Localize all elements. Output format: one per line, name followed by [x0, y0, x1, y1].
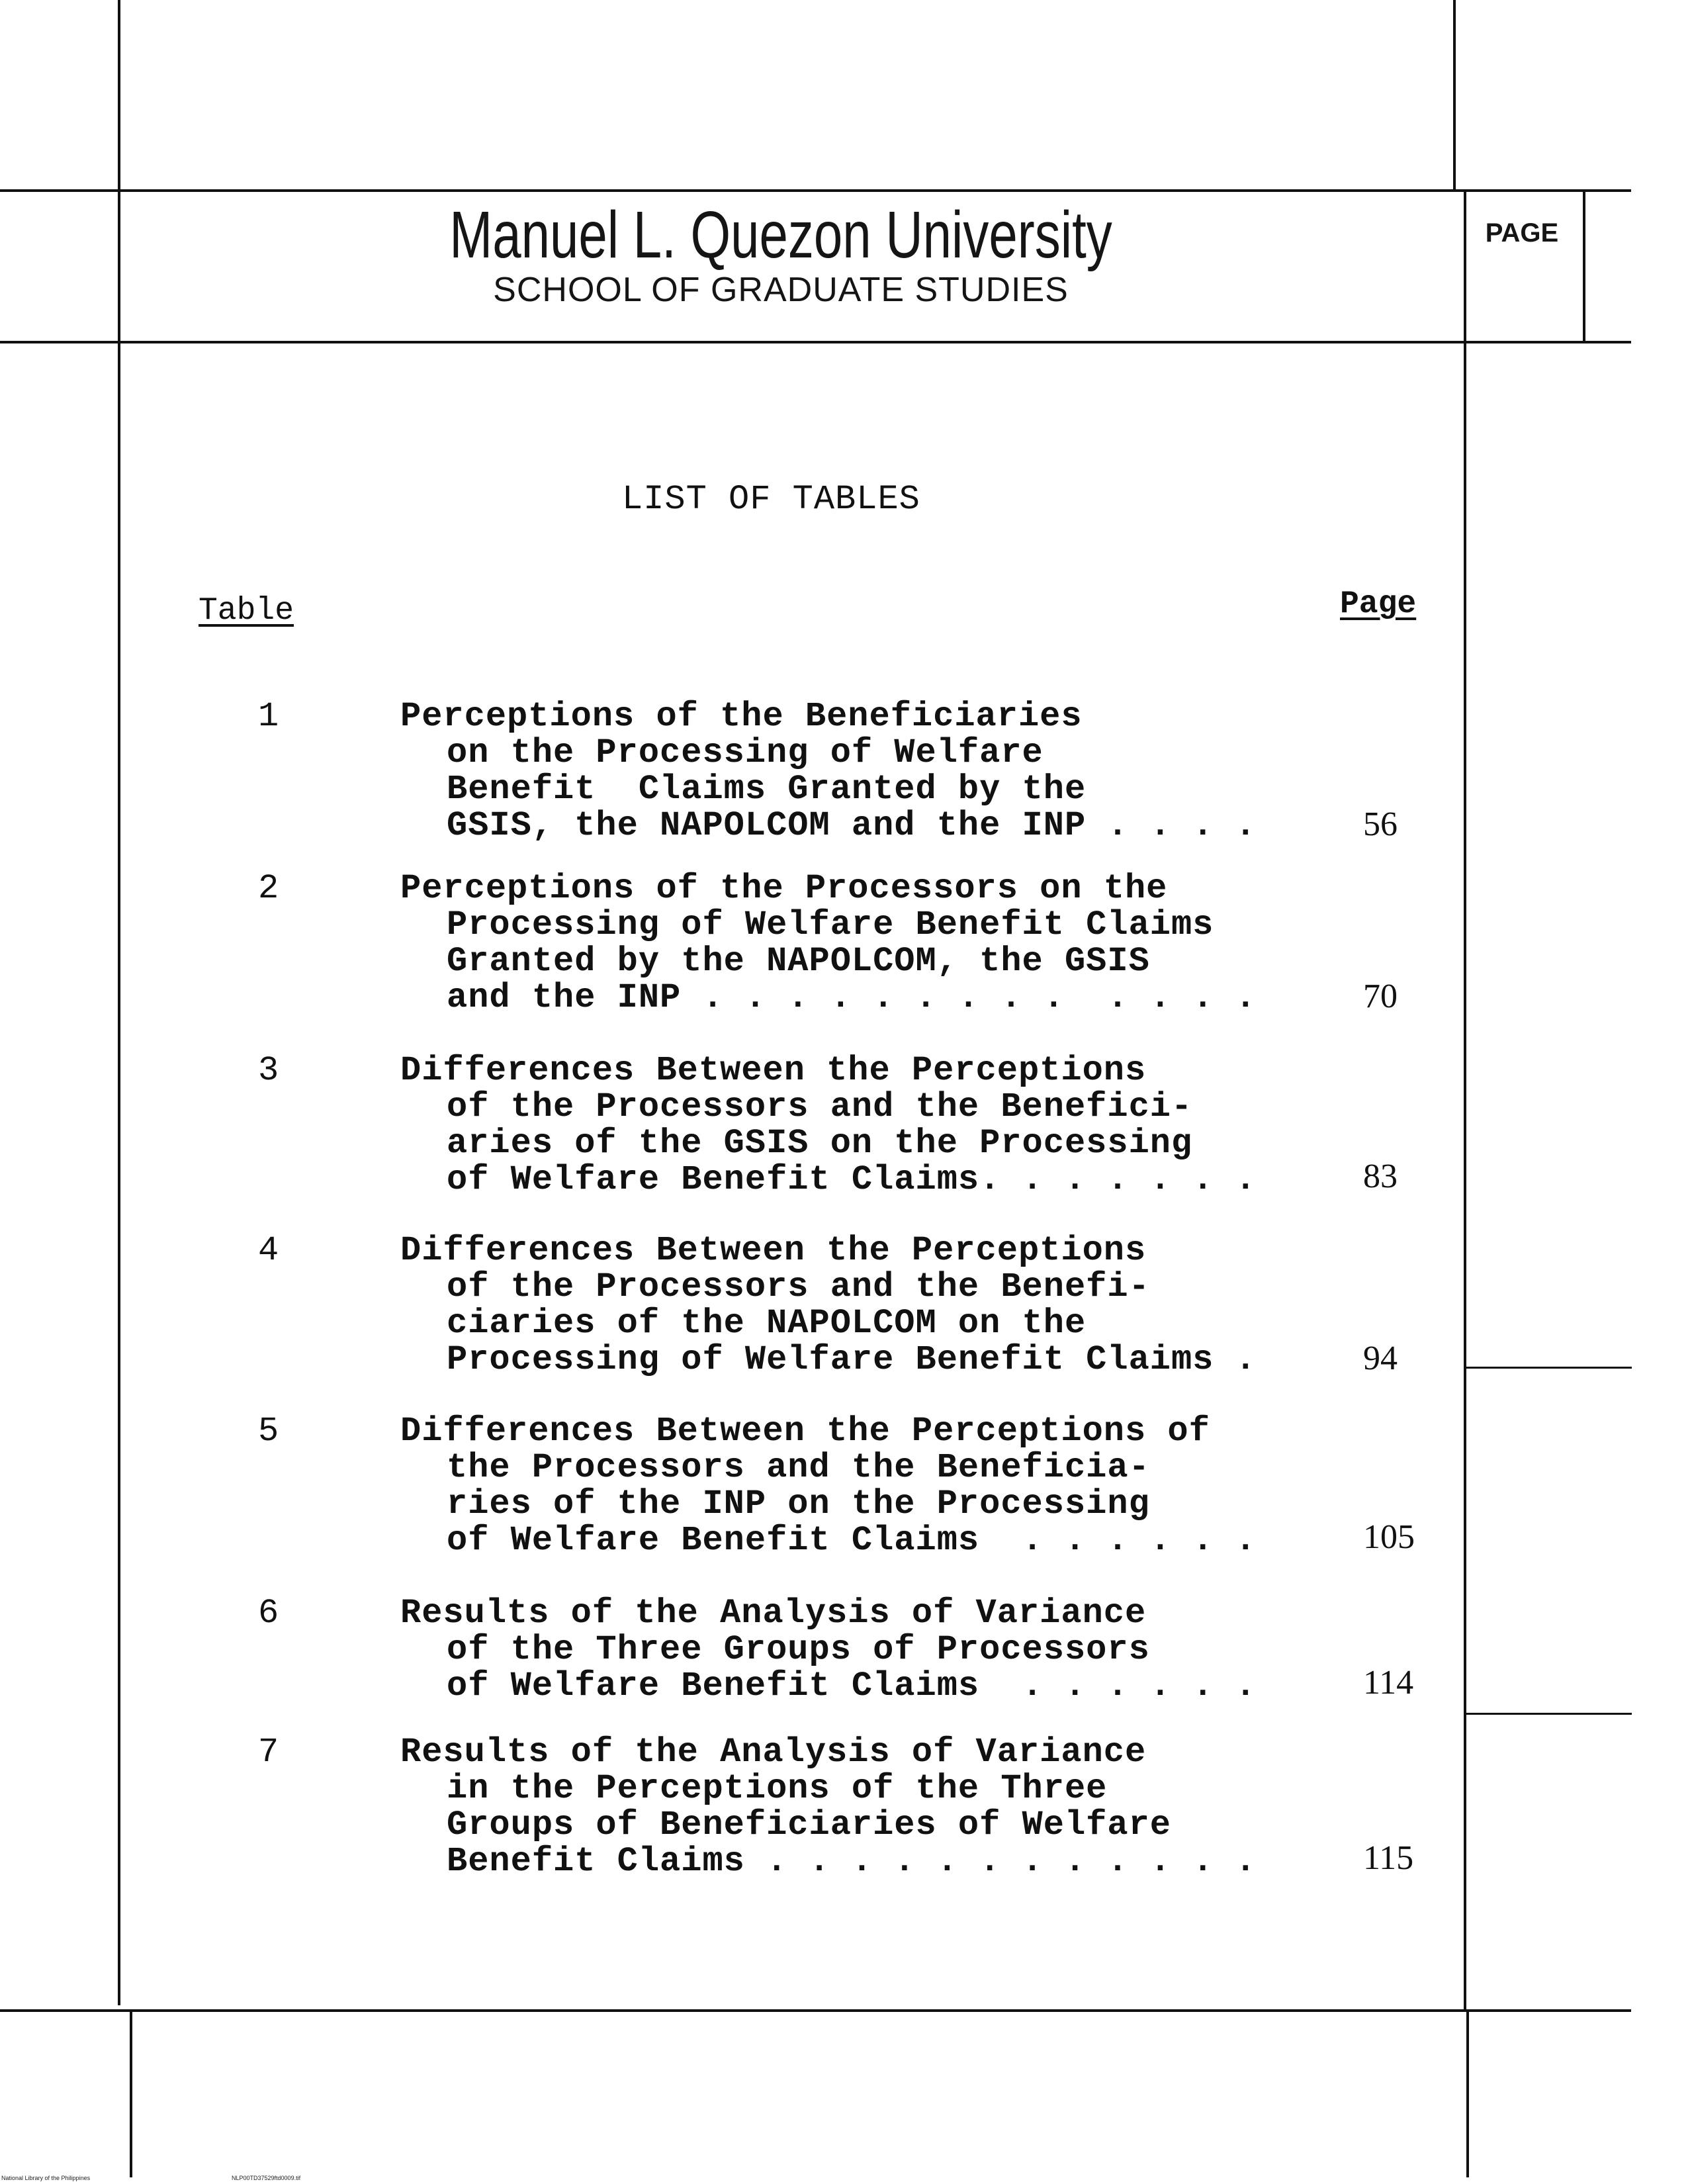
entry-page-number: 56 — [1363, 805, 1398, 843]
footer-file-name: NLP00TD37529ftd0009.tif — [232, 2175, 301, 2181]
entry-line: Processing of Welfare Benefit Claims — [447, 905, 1214, 944]
entry-line: Processing of Welfare Benefit Claims . — [447, 1340, 1257, 1379]
entry-title — [400, 1232, 1313, 1378]
entry-number: 7 — [258, 1733, 279, 1772]
footer-left-rule — [130, 2012, 132, 2177]
school-name: SCHOOL OF GRADUATE STUDIES — [493, 271, 1069, 309]
entry-line: Results of the Analysis of Variance — [400, 1733, 1147, 1772]
top-margin-left-rule — [118, 0, 120, 192]
table-entry-3 — [0, 1052, 1690, 1238]
entry-line: Groups of Beneficiaries of Welfare — [447, 1805, 1171, 1844]
entry-line: Results of the Analysis of Variance — [400, 1594, 1147, 1633]
entry-line: of Welfare Benefit Claims. . . . . . . — [447, 1160, 1257, 1199]
page-column-header: Page — [1340, 586, 1417, 622]
entry-line: aries of the GSIS on the Processing — [447, 1124, 1193, 1163]
entry-title — [400, 1413, 1313, 1559]
entry-line: of the Processors and the Benefi- — [447, 1267, 1150, 1306]
entry-line: Granted by the NAPOLCOM, the GSIS — [447, 942, 1150, 981]
entry-number: 4 — [258, 1231, 279, 1270]
entry-line: Differences Between the Perceptions — [400, 1051, 1147, 1090]
entry-line: of Welfare Benefit Claims . . . . . . — [447, 1521, 1257, 1560]
entry-number: 5 — [258, 1412, 279, 1451]
entry-page-number: 83 — [1363, 1158, 1398, 1195]
table-entry-7 — [0, 1734, 1690, 1919]
entry-number: 1 — [258, 697, 279, 736]
entry-line: Perceptions of the Processors on the — [400, 869, 1168, 908]
list-title: LIST OF TABLES — [622, 480, 920, 519]
table-entry-5 — [0, 1413, 1690, 1598]
entry-page-number: 94 — [1363, 1340, 1398, 1377]
entry-line: Differences Between the Perceptions — [400, 1231, 1147, 1270]
entry-line: of the Three Groups of Processors — [447, 1630, 1150, 1669]
entry-line: and the INP . . . . . . . . . . . . . — [447, 978, 1257, 1017]
footer-right-rule — [1466, 2012, 1469, 2177]
entry-title — [400, 1734, 1313, 1880]
entry-number: 3 — [258, 1051, 279, 1090]
entry-line: ries of the INP on the Processing — [447, 1484, 1150, 1524]
top-margin-right-rule — [1453, 0, 1456, 192]
footer-top-rule — [0, 2009, 1631, 2012]
entry-page-number: 105 — [1363, 1518, 1415, 1556]
table-entry-4 — [0, 1232, 1690, 1418]
entry-line: Benefit Claims . . . . . . . . . . . . — [447, 1842, 1257, 1881]
entry-line: Benefit Claims Granted by the — [447, 770, 1087, 809]
entry-title — [400, 870, 1313, 1016]
entry-page-number: 70 — [1363, 978, 1398, 1015]
university-name: Manuel L. Quezon University — [449, 198, 1112, 272]
page-box-label: PAGE — [1485, 218, 1559, 248]
entry-page-number: 114 — [1363, 1664, 1414, 1702]
entry-line: on the Processing of Welfare — [447, 733, 1044, 772]
header-bottom-rule — [0, 341, 1631, 343]
entry-line: ciaries of the NAPOLCOM on the — [447, 1304, 1087, 1343]
entry-page-number: 115 — [1363, 1839, 1414, 1877]
entry-line: GSIS, the NAPOLCOM and the INP . . . . — [447, 806, 1257, 845]
entry-title — [400, 1052, 1313, 1198]
table-entry-2 — [0, 870, 1690, 1056]
entry-line: of Welfare Benefit Claims . . . . . . — [447, 1666, 1257, 1706]
header-top-rule — [0, 189, 1631, 192]
entry-line: Differences Between the Perceptions of — [400, 1412, 1210, 1451]
entry-title — [400, 698, 1313, 844]
footer-library-credit: National Library of the Philippines — [1, 2175, 91, 2181]
entry-title — [400, 1595, 1313, 1704]
entry-number: 6 — [258, 1594, 279, 1633]
table-column-header: Table — [199, 593, 294, 629]
entry-line: in the Perceptions of the Three — [447, 1769, 1108, 1808]
entry-line: Perceptions of the Beneficiaries — [400, 697, 1083, 736]
entry-line: of the Processors and the Benefici- — [447, 1087, 1193, 1126]
page-box-right-rule — [1583, 192, 1585, 341]
entry-number: 2 — [258, 869, 279, 908]
entry-line: the Processors and the Beneficia- — [447, 1448, 1150, 1487]
table-entry-1 — [0, 698, 1690, 884]
